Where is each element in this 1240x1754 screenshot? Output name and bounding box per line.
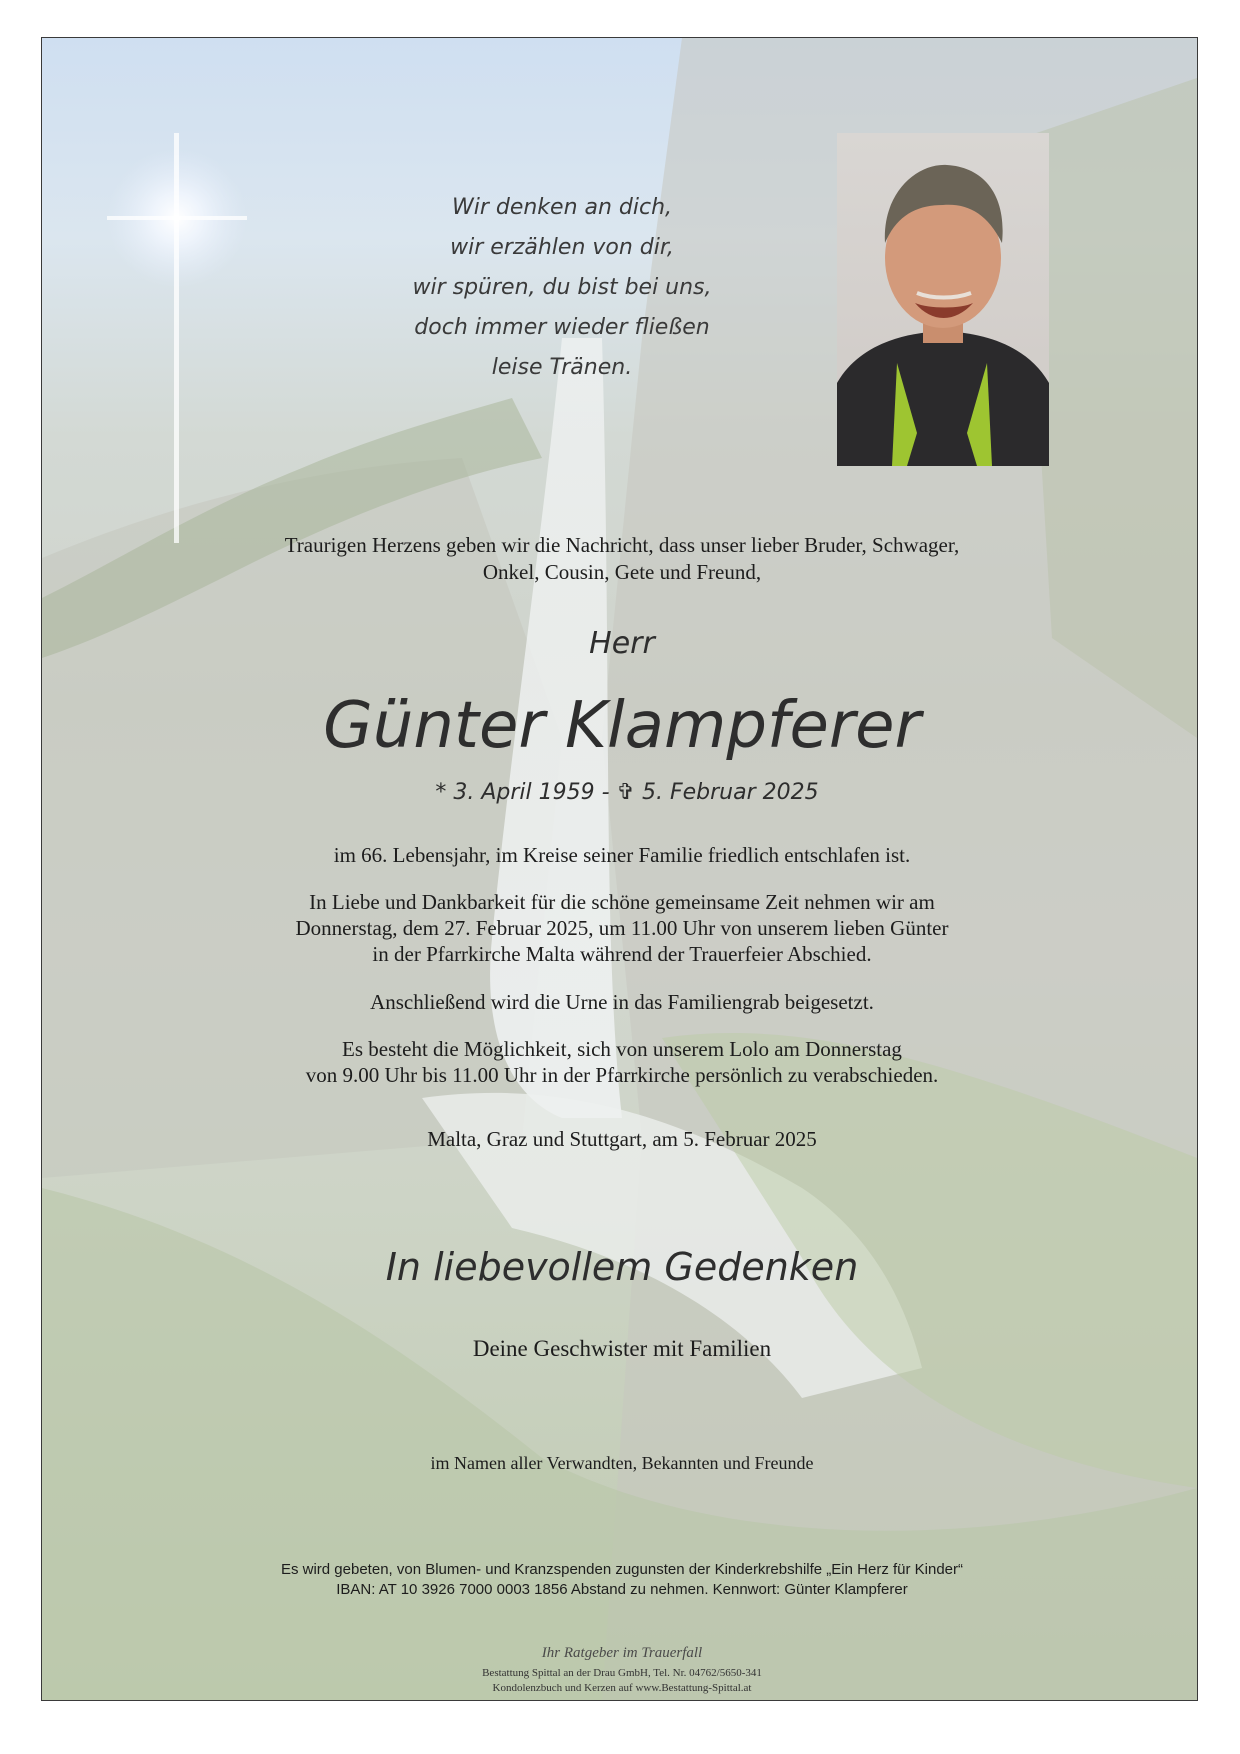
place-and-date: Malta, Graz und Stuttgart, am 5. Februar 2025 bbox=[427, 1127, 817, 1151]
paragraph-farewell bbox=[232, 1036, 1012, 1088]
donation-notice bbox=[192, 1560, 1052, 1600]
donation-line: IBAN: AT 10 3926 7000 0003 1856 Abstand zu nehmen. Kennwort: Günter Klampferer bbox=[336, 1581, 908, 1598]
farewell-line: Es besteht die Möglichkeit, sich von unserem Lolo am Donnerstag bbox=[342, 1037, 902, 1061]
poem-line: leise Tränen. bbox=[491, 355, 633, 380]
poem-line: wir spüren, du bist bei uns, bbox=[412, 275, 712, 300]
mourners-family: Deine Geschwister mit Familien bbox=[472, 1336, 772, 1361]
portrait-photo bbox=[837, 133, 1049, 466]
paragraph-urn: Anschließend wird die Urne in das Familiengrab beigesetzt. bbox=[370, 990, 874, 1014]
paragraph-funeral bbox=[232, 889, 1012, 967]
funeral-line: In Liebe und Dankbarkeit für die schöne gemeinsame Zeit nehmen wir am bbox=[309, 890, 935, 914]
funeral-home-contact: Bestattung Spittal an der Drau GmbH, Tel. Nr. 04762/5650-341 bbox=[482, 1667, 762, 1679]
life-dates: * 3. April 1959 - ✞ 5. Februar 2025 bbox=[435, 780, 819, 805]
poem-line: Wir denken an dich, bbox=[451, 195, 673, 220]
farewell-line: von 9.00 Uhr bis 11.00 Uhr in der Pfarrkirche persönlich zu verabschieden. bbox=[305, 1063, 939, 1087]
funeral-home-slogan: Ihr Ratgeber im Trauerfall bbox=[541, 1645, 703, 1661]
mourners-relatives: im Namen aller Verwandten, Bekannten und Freunde bbox=[430, 1453, 814, 1473]
memorial-poem bbox=[372, 188, 752, 388]
honorific: Herr bbox=[589, 626, 655, 661]
poem-line: doch immer wieder fließen bbox=[414, 315, 710, 340]
intro-line: Traurigen Herzens geben wir die Nachricht, dass unser lieber Bruder, Schwager, bbox=[284, 533, 960, 557]
portrait-figure bbox=[837, 133, 1049, 466]
funeral-home-info bbox=[392, 1666, 852, 1696]
intro-line: Onkel, Cousin, Gete und Freund, bbox=[482, 560, 762, 584]
donation-line: Es wird gebeten, von Blumen- und Kranzspenden zugunsten der Kinderkrebshilfe „Ein Herz für Kinder“ bbox=[280, 1561, 964, 1578]
star-ray-vertical bbox=[174, 133, 179, 543]
obituary-card bbox=[41, 37, 1198, 1701]
funeral-line: Donnerstag, dem 27. Februar 2025, um 11.00 Uhr von unserem lieben Günter bbox=[295, 916, 949, 940]
condolence-book-link[interactable]: Kondolenzbuch und Kerzen auf www.Bestattung-Spittal.at bbox=[492, 1682, 752, 1694]
announcement-intro bbox=[212, 532, 1032, 586]
remembrance-heading: In liebevollem Gedenken bbox=[385, 1245, 859, 1289]
funeral-line: in der Pfarrkirche Malta während der Trauerfeier Abschied. bbox=[372, 942, 872, 966]
star-ray-horizontal bbox=[107, 216, 247, 220]
paragraph-passing: im 66. Lebensjahr, im Kreise seiner Familie friedlich entschlafen ist. bbox=[333, 843, 911, 867]
deceased-name: Günter Klampferer bbox=[323, 689, 921, 763]
poem-line: wir erzählen von dir, bbox=[450, 235, 674, 260]
